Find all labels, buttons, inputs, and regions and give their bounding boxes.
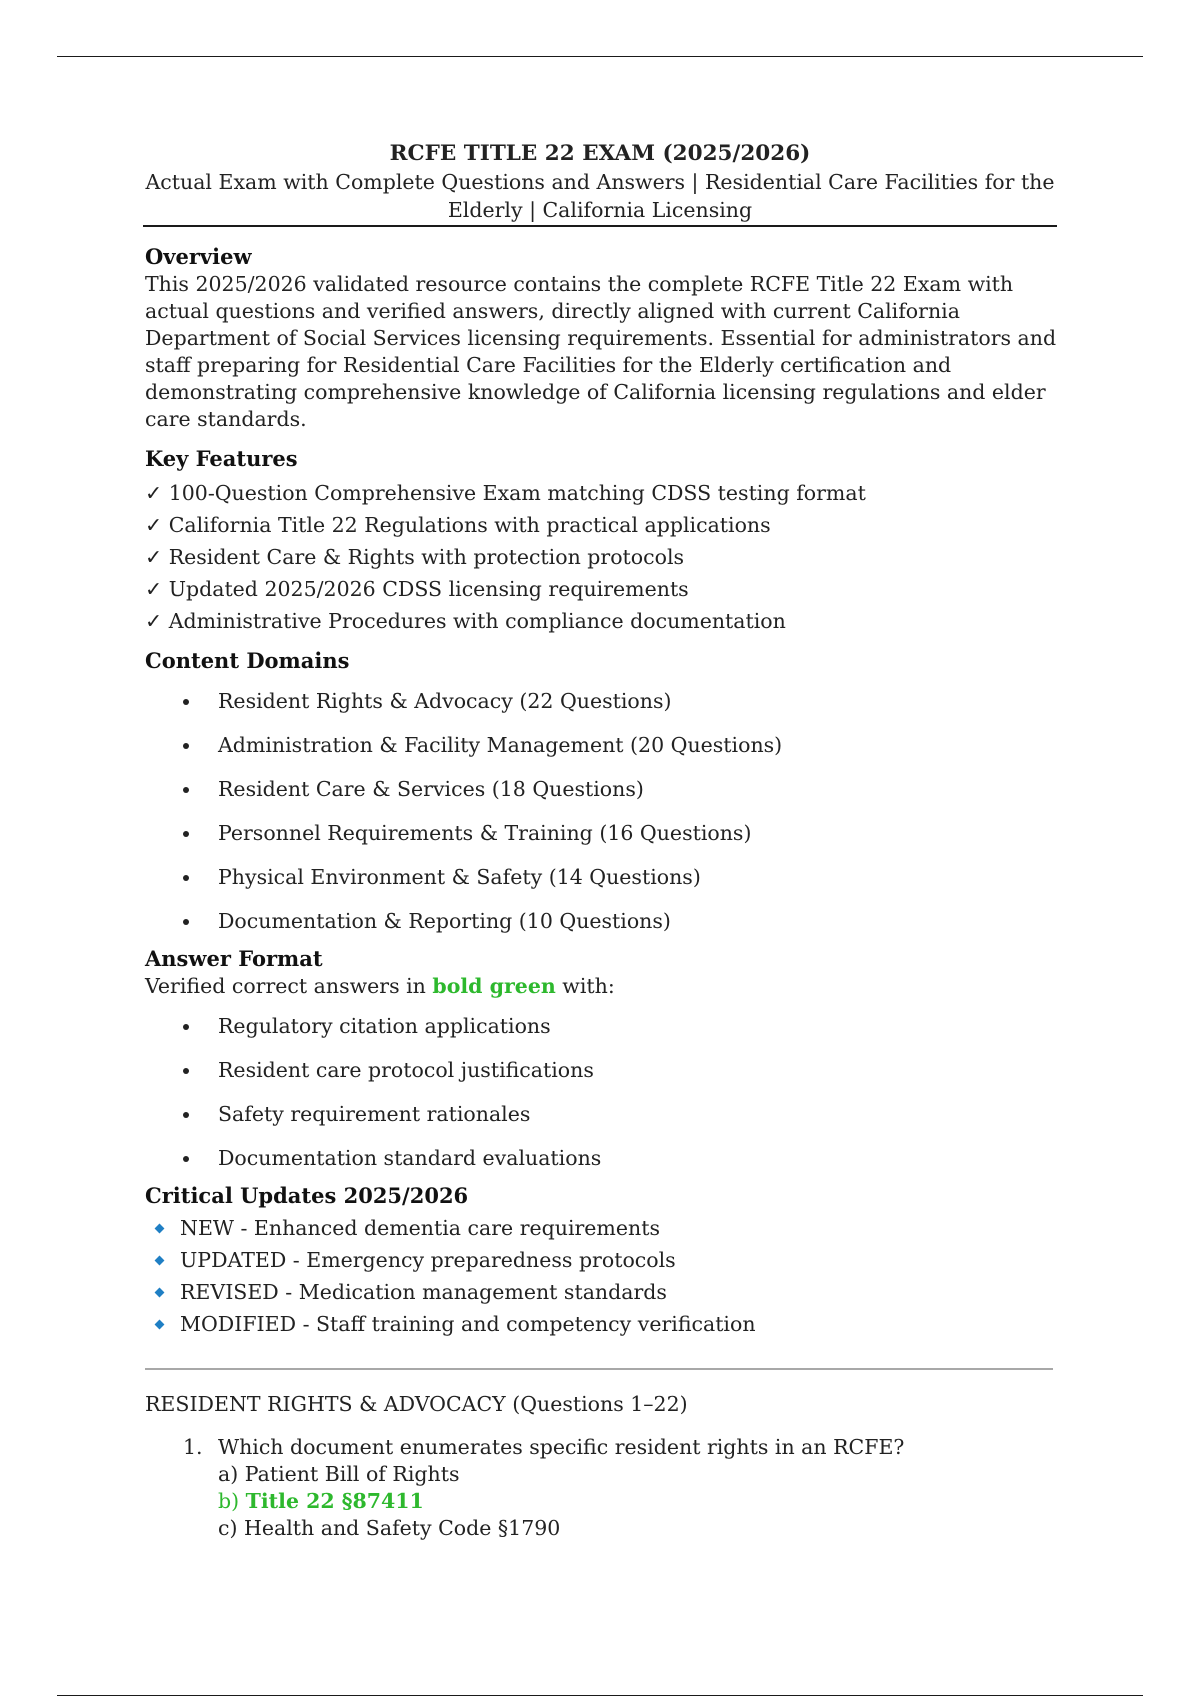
content-domain-label: Physical Environment & Safety (14 Questions) bbox=[218, 865, 701, 889]
critical-update-item bbox=[145, 1308, 1057, 1340]
question-number: 1. bbox=[183, 1435, 203, 1459]
critical-update-item bbox=[145, 1276, 1057, 1308]
answer-format-item bbox=[145, 1100, 1057, 1128]
critical-updates-heading: Critical Updates 2025/2026 bbox=[145, 1183, 469, 1208]
answer-format-intro bbox=[145, 973, 1057, 1000]
answer-format-item bbox=[145, 1012, 1057, 1040]
critical-update-label: REVISED - Medication management standards bbox=[180, 1280, 667, 1304]
document-subtitle-line-2: Elderly | California Licensing bbox=[447, 198, 753, 222]
answer-format-label: Regulatory citation applications bbox=[218, 1014, 551, 1038]
answer-format-heading: Answer Format bbox=[145, 946, 323, 971]
bullet-dot-icon bbox=[183, 875, 189, 881]
content-domain-item bbox=[145, 775, 1057, 803]
answer-format-list bbox=[145, 1012, 1057, 1172]
answer-format-intro-tail: with: bbox=[555, 974, 615, 998]
bullet-dot-icon bbox=[183, 1068, 189, 1074]
overview-text: This 2025/2026 validated resource contains the complete RCFE Title 22 Exam with actual questions and verified answers, directly aligned with current California Department of Social Services licensing requirements. Essential for administrators and staff preparing for Residential Care Facilities for the Elderly certification and demonstrating comprehensive knowledge of California licensing regulations and elder care standards. bbox=[145, 272, 1057, 431]
bullet-dot-icon bbox=[183, 787, 189, 793]
critical-update-item bbox=[145, 1212, 1057, 1244]
key-feature-item: ✓ California Title 22 Regulations with practical applications bbox=[145, 513, 771, 537]
bullet-dot-icon bbox=[183, 1024, 189, 1030]
key-feature-item: ✓ 100-Question Comprehensive Exam matching CDSS testing format bbox=[145, 481, 866, 505]
bullet-dot-icon bbox=[183, 699, 189, 705]
critical-update-label: NEW - Enhanced dementia care requirements bbox=[180, 1216, 660, 1240]
critical-update-label: UPDATED - Emergency preparedness protocols bbox=[180, 1248, 676, 1272]
content-domain-label: Resident Rights & Advocacy (22 Questions) bbox=[218, 689, 672, 713]
diamond-bullet-icon bbox=[155, 1320, 165, 1330]
diamond-bullet-icon bbox=[155, 1256, 165, 1266]
question-text: Which document enumerates specific resident rights in an RCFE? bbox=[218, 1435, 905, 1459]
key-features-heading: Key Features bbox=[145, 446, 298, 471]
header-rule bbox=[57, 56, 1143, 57]
diamond-bullet-icon bbox=[155, 1224, 165, 1234]
overview-heading: Overview bbox=[145, 244, 252, 269]
answer-format-label: Safety requirement rationales bbox=[218, 1102, 531, 1126]
key-feature-item: ✓ Resident Care & Rights with protection protocols bbox=[145, 545, 685, 569]
content-domain-item bbox=[145, 731, 1057, 759]
content-domains-heading: Content Domains bbox=[145, 648, 350, 673]
content-domain-item bbox=[145, 907, 1057, 935]
answer-format-label: Resident care protocol justifications bbox=[218, 1058, 594, 1082]
content-domain-label: Documentation & Reporting (10 Questions) bbox=[218, 909, 671, 933]
critical-update-item bbox=[145, 1244, 1057, 1276]
answer-format-highlight: bold green bbox=[432, 974, 556, 998]
critical-update-label: MODIFIED - Staff training and competency verification bbox=[180, 1312, 756, 1336]
question-1 bbox=[145, 1434, 1057, 1542]
bullet-dot-icon bbox=[183, 1112, 189, 1118]
title-block bbox=[143, 140, 1057, 227]
content-domains-list bbox=[145, 687, 1057, 935]
diamond-bullet-icon bbox=[155, 1288, 165, 1298]
option-b-correct bbox=[218, 1488, 1057, 1515]
section-heading: RESIDENT RIGHTS & ADVOCACY (Questions 1–22) bbox=[145, 1392, 688, 1416]
bullet-dot-icon bbox=[183, 919, 189, 925]
content-domain-label: Resident Care & Services (18 Questions) bbox=[218, 777, 644, 801]
content-domain-item bbox=[145, 819, 1057, 847]
answer-format-label: Documentation standard evaluations bbox=[218, 1146, 602, 1170]
answer-format-item bbox=[145, 1056, 1057, 1084]
section-divider bbox=[145, 1368, 1053, 1370]
document-subtitle-line-1: Actual Exam with Complete Questions and Answers | Residential Care Facilities for the bbox=[145, 170, 1055, 194]
content-domain-item bbox=[145, 687, 1057, 715]
document-title: RCFE TITLE 22 EXAM (2025/2026) bbox=[389, 141, 811, 166]
key-features-list bbox=[145, 477, 1057, 637]
bullet-dot-icon bbox=[183, 743, 189, 749]
document-body bbox=[145, 140, 1057, 1542]
content-domain-label: Personnel Requirements & Training (16 Questions) bbox=[218, 821, 752, 845]
answer-format-item bbox=[145, 1144, 1057, 1172]
critical-updates-list bbox=[145, 1212, 1057, 1340]
option-b-label: b) bbox=[218, 1489, 246, 1513]
key-feature-item: ✓ Administrative Procedures with compliance documentation bbox=[145, 609, 786, 633]
key-feature-item: ✓ Updated 2025/2026 CDSS licensing requirements bbox=[145, 577, 689, 601]
option-a: a) Patient Bill of Rights bbox=[218, 1462, 460, 1486]
bullet-dot-icon bbox=[183, 1156, 189, 1162]
footer-rule bbox=[57, 1695, 1143, 1696]
bullet-dot-icon bbox=[183, 831, 189, 837]
option-c: c) Health and Safety Code §1790 bbox=[218, 1516, 561, 1540]
answer-format-intro-text: Verified correct answers in bbox=[145, 974, 433, 998]
content-domain-item bbox=[145, 863, 1057, 891]
option-b-text: Title 22 §87411 bbox=[245, 1489, 424, 1513]
content-domain-label: Administration & Facility Management (20 Questions) bbox=[218, 733, 783, 757]
